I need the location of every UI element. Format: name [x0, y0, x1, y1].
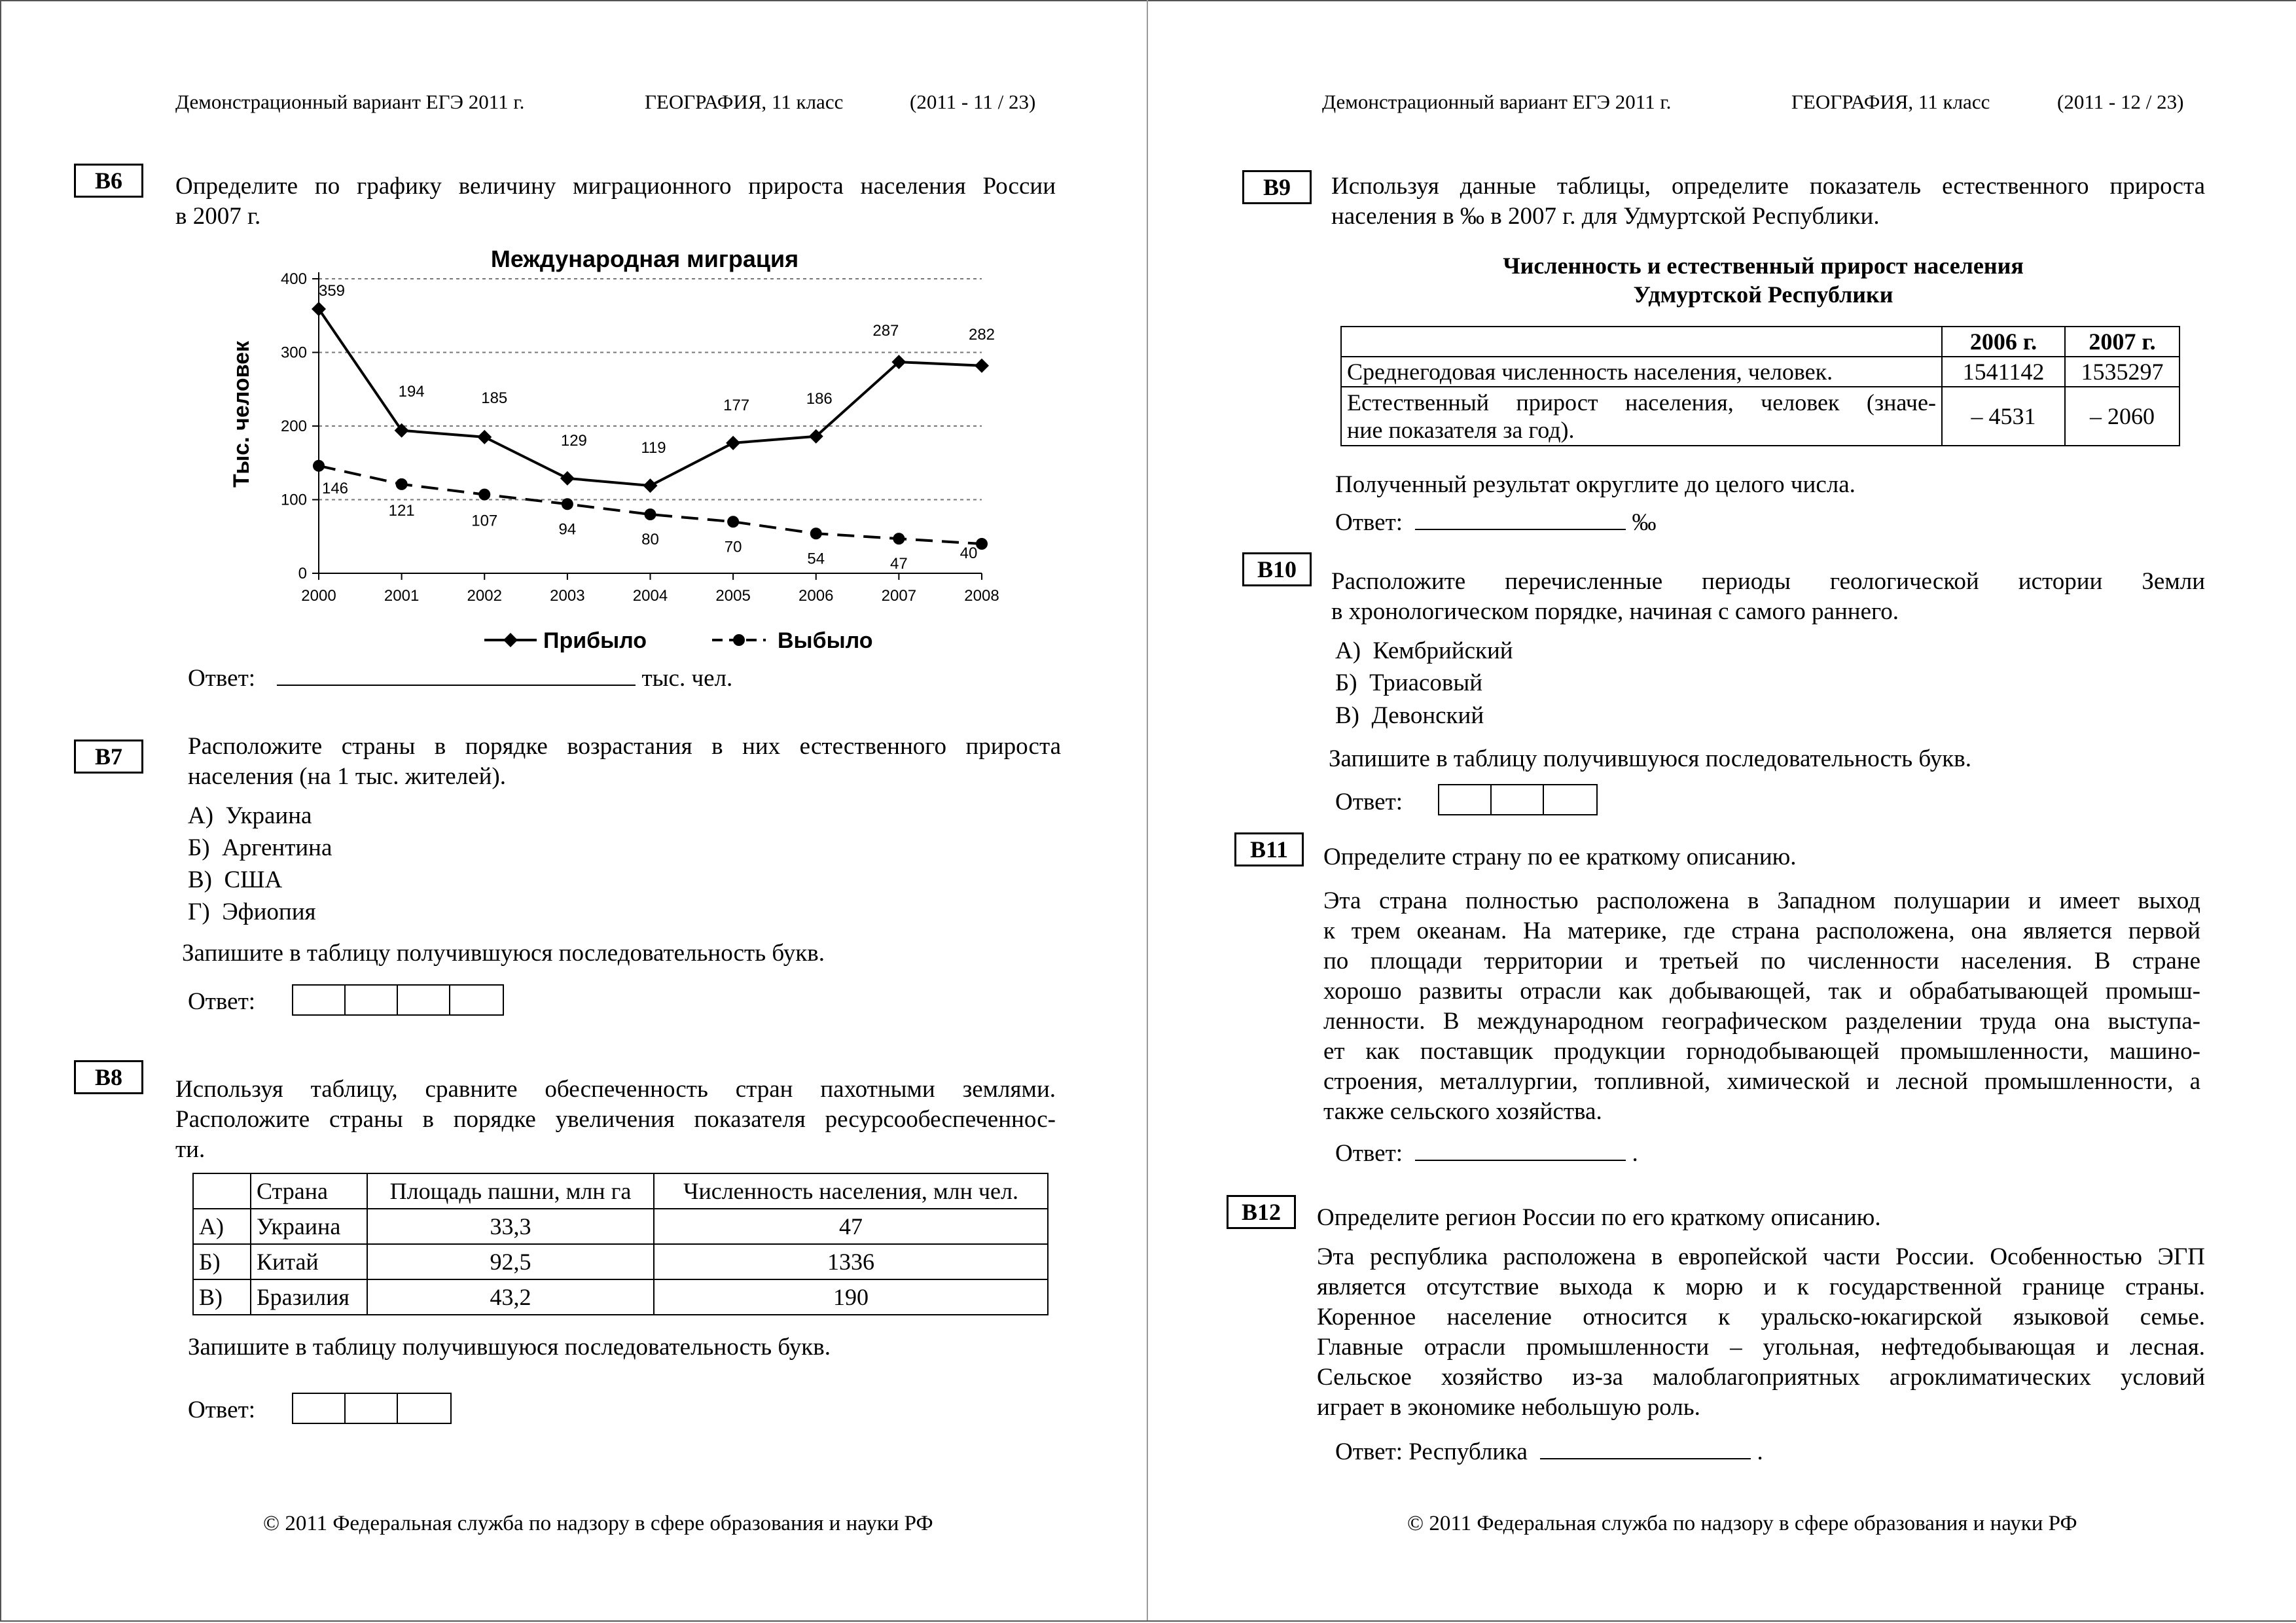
b12-question: Определите регион России по его краткому описанию. [1317, 1204, 1881, 1231]
x-tick-label: 2004 [632, 587, 668, 605]
b7-option-d [188, 897, 316, 927]
text-line: Эта республика расположена в европейской части России. Особенностью ЭГП [1317, 1243, 2205, 1270]
y-tick-label: 100 [280, 491, 307, 509]
option-text: Эфиопия [222, 899, 316, 925]
data-point-departed [976, 538, 988, 550]
data-point-departed [562, 498, 573, 510]
b8-q-text1: Используя таблицу, сравните обеспеченность стран пахотными землями. [175, 1076, 1056, 1103]
table-cell: 92,5 [367, 1244, 654, 1279]
x-tick-label: 2001 [384, 587, 420, 605]
b9-question-line1 [1331, 171, 2205, 202]
y-tick-label: 400 [280, 270, 307, 288]
data-label: 54 [807, 550, 825, 568]
b9-answer-field[interactable] [1415, 509, 1626, 530]
text-line: хорошо развиты отрасли как добывающей, так и обрабатывающей промыш- [1323, 978, 2200, 1005]
answer-cell[interactable] [1439, 785, 1492, 814]
x-tick-label: 2007 [881, 587, 917, 605]
data-label: 70 [724, 538, 742, 556]
option-text: Украина [225, 802, 312, 829]
question-label-b6: В6 [74, 164, 143, 198]
option-key: Б) [188, 834, 210, 861]
table-cell: 1535297 [2065, 357, 2179, 387]
b8-answer-grid [292, 1393, 452, 1424]
b12-description [1317, 1242, 2205, 1423]
text-line: Эта страна полностью расположена в Западном полушарии и имеет выход [1323, 887, 2200, 914]
table-cell: Китай [251, 1244, 367, 1279]
b10-q-text1: Расположите перечисленные периоды геологической истории Земли [1331, 568, 2205, 595]
chart-y-axis-label: Тыс. человек [229, 340, 254, 488]
data-label: 47 [890, 555, 908, 573]
option-key: А) [188, 802, 214, 829]
table-cell: Б) [193, 1244, 251, 1279]
data-label: 121 [388, 501, 415, 520]
b10-option-a [1335, 636, 1513, 666]
answer-cell[interactable] [398, 1394, 450, 1423]
data-point-arrived [643, 478, 658, 493]
data-point-arrived [560, 471, 575, 486]
table-header-row [1341, 327, 2179, 357]
data-label: 119 [641, 439, 666, 457]
b7-answer-grid [292, 984, 504, 1016]
data-label: 177 [723, 396, 750, 414]
data-point-arrived [975, 359, 989, 373]
b11-answer-field[interactable] [1415, 1140, 1626, 1161]
question-label-b8: В8 [74, 1060, 143, 1094]
table-row [193, 1209, 1048, 1244]
page-left [0, 0, 1147, 1620]
b8-q-text2: Расположите страны в порядке увеличения показателя ресурсообеспеченнос- [175, 1106, 1056, 1133]
b7-question-line2: населения (на 1 тыс. жителей). [188, 763, 506, 790]
b9-answer-row [1335, 508, 1657, 538]
legend-marker-arrived [503, 633, 518, 647]
table-row [1341, 387, 2179, 446]
y-tick-label: 300 [280, 344, 307, 362]
page-right [1148, 0, 2295, 1620]
header-subject: ГЕОГРАФИЯ, 11 класс [1791, 90, 1990, 113]
b7-option-a [188, 801, 312, 831]
b10-option-b [1335, 668, 1482, 698]
answer-cell[interactable] [1544, 785, 1596, 814]
text-line: ленности. В международном географическом разделении труда она выступа- [1323, 1008, 2200, 1035]
page-footer: © 2011 Федеральная служба по надзору в сфере образования и науки РФ [1407, 1512, 2077, 1535]
table-cell: А) [193, 1209, 251, 1244]
x-tick-label: 2006 [798, 587, 834, 605]
b7-option-c [188, 865, 282, 895]
text-line: Сельское хозяйство из-за малоблагоприятных агроклиматических условий [1317, 1364, 2205, 1391]
question-label-b11: В11 [1234, 832, 1304, 866]
answer-cell[interactable] [398, 986, 450, 1014]
legend-label-departed: Выбыло [778, 628, 873, 653]
b10-question-line2: в хронологическом порядке, начиная с самого раннего. [1331, 598, 1899, 625]
table-cell [1341, 387, 1942, 446]
answer-cell[interactable] [1492, 785, 1544, 814]
data-point-departed [727, 516, 739, 527]
b9-answer-unit: ‰ [1632, 509, 1657, 536]
b6-answer-label: Ответ: [188, 665, 256, 692]
data-point-arrived [312, 302, 326, 316]
question-label-b10: В10 [1242, 552, 1312, 586]
table-cell: В) [193, 1279, 251, 1315]
b8-question-line2 [175, 1105, 1056, 1135]
data-point-arrived [477, 430, 492, 444]
option-key: Г) [188, 899, 210, 925]
b9-answer-label: Ответ: [1335, 509, 1403, 536]
b8-table [192, 1173, 1049, 1315]
header-page: (2011 - 12 / 23) [2057, 90, 2184, 113]
table-row [193, 1244, 1048, 1279]
table-cell: 47 [654, 1209, 1048, 1244]
data-point-departed [478, 489, 490, 501]
b7-instruction: Запишите в таблицу получившуюся последовательность букв. [182, 940, 825, 967]
b7-question-line1 [188, 732, 1061, 762]
table-header: 2007 г. [2065, 327, 2179, 357]
table-cell: 1336 [654, 1244, 1048, 1279]
b9-table-title-2: Удмуртской Республики [1633, 281, 1893, 308]
text-line: играет в экономике небольшую роль. [1317, 1394, 1700, 1421]
page-footer: © 2011 Федеральная служба по надзору в сфере образования и науки РФ [263, 1512, 933, 1535]
b10-option-c [1335, 701, 1484, 731]
x-tick-label: 2008 [964, 587, 999, 605]
x-tick-label: 2003 [550, 587, 585, 605]
b8-instruction: Запишите в таблицу получившуюся последовательность букв. [188, 1334, 831, 1361]
table-row [193, 1279, 1048, 1315]
data-label: 40 [960, 544, 978, 562]
b6-q-text1: Определите по графику величину миграционного прироста населения России [175, 173, 1056, 200]
table-cell: – 2060 [2065, 387, 2179, 446]
data-label: 194 [398, 382, 425, 401]
data-label: 107 [471, 512, 498, 530]
b8-question-line3: ти. [175, 1136, 206, 1163]
answer-cell[interactable] [293, 1394, 346, 1423]
question-label-b9: В9 [1242, 170, 1312, 204]
b6-answer-row [188, 664, 732, 694]
text-line: является отсутствие выхода к морю и к государственной границе страны. [1317, 1274, 2205, 1300]
data-label: 185 [481, 389, 508, 407]
header-page: (2011 - 11 / 23) [910, 90, 1036, 113]
b9-table [1340, 326, 2180, 446]
b10-answer-label: Ответ: [1335, 789, 1403, 815]
b9-q-text1: Используя данные таблицы, определите показатель естественного прироста [1331, 173, 2205, 200]
table-header: 2006 г. [1942, 327, 2065, 357]
option-text: Аргентина [222, 834, 332, 861]
migration-chart [229, 241, 1014, 673]
data-point-departed [893, 533, 905, 544]
table-cell: – 4531 [1942, 387, 2065, 446]
table-cell: Среднегодовая численность населения, человек. [1341, 357, 1942, 387]
data-label: 146 [321, 479, 349, 497]
header-variant: Демонстрационный вариант ЕГЭ 2011 г. [175, 90, 525, 113]
table-header: Страна [251, 1173, 367, 1209]
b12-answer-end: . [1757, 1438, 1763, 1465]
b11-answer-end: . [1632, 1140, 1638, 1167]
b6-question-line2: в 2007 г. [175, 203, 261, 230]
table-cell: 33,3 [367, 1209, 654, 1244]
b7-option-b [188, 833, 332, 863]
table-header: Площадь пашни, млн га [367, 1173, 654, 1209]
option-text: Кембрийский [1372, 637, 1513, 664]
answer-cell[interactable] [346, 986, 398, 1014]
option-text: Девонский [1371, 702, 1484, 729]
data-point-arrived [726, 436, 740, 450]
answer-cell[interactable] [450, 986, 503, 1014]
table-cell: Украина [251, 1209, 367, 1244]
b10-answer-grid [1438, 784, 1598, 815]
b10-instruction: Запишите в таблицу получившуюся последовательность букв. [1329, 745, 1971, 772]
table-cell: 190 [654, 1279, 1048, 1315]
b12-answer-label: Ответ: Республика [1335, 1438, 1528, 1465]
x-tick-label: 2000 [301, 587, 336, 605]
option-text: Триасовый [1369, 669, 1483, 696]
b8-answer-label: Ответ: [188, 1397, 256, 1423]
b8-question-line1 [175, 1075, 1056, 1105]
x-tick-label: 2002 [467, 587, 502, 605]
data-label: 359 [318, 282, 346, 300]
text-line: строения, металлургии, топливной, химической и лесной промышленности, а [1323, 1068, 2200, 1095]
data-point-departed [313, 460, 325, 472]
table-header [193, 1173, 251, 1209]
text-line: по площади территории и третьей по численности населения. В стране [1323, 948, 2200, 974]
answer-cell[interactable] [346, 1394, 398, 1423]
b11-answer-row [1335, 1139, 1638, 1169]
data-label: 282 [968, 325, 996, 344]
data-label: 287 [872, 322, 899, 340]
header-variant: Демонстрационный вариант ЕГЭ 2011 г. [1322, 90, 1672, 113]
b12-answer-row [1335, 1437, 1763, 1467]
table-header: Численность населения, млн чел. [654, 1173, 1048, 1209]
table-row [1341, 357, 2179, 387]
option-key: В) [188, 866, 212, 893]
data-label: 129 [560, 431, 587, 450]
data-label: 186 [806, 389, 833, 408]
cell-line: ние показателя за год). [1347, 417, 1575, 443]
b12-answer-field[interactable] [1540, 1438, 1751, 1459]
data-point-departed [645, 508, 656, 520]
table-cell: 1541142 [1942, 357, 2065, 387]
cell-line: Естественный прирост населения, человек (значе- [1347, 389, 1936, 416]
data-label: 94 [558, 520, 577, 539]
question-label-b12: В12 [1227, 1195, 1296, 1229]
b6-answer-field[interactable] [277, 665, 636, 686]
option-key: А) [1335, 637, 1361, 664]
table-cell: 43,2 [367, 1279, 654, 1315]
b11-description [1323, 886, 2200, 1127]
chart-title: Международная миграция [490, 245, 799, 272]
answer-cell[interactable] [293, 986, 346, 1014]
header-subject: ГЕОГРАФИЯ, 11 класс [645, 90, 844, 113]
table-header-row [193, 1173, 1048, 1209]
data-point-departed [810, 527, 822, 539]
b9-rounding-note: Полученный результат округлите до целого числа. [1335, 471, 1856, 498]
table-header [1341, 327, 1942, 357]
y-tick-label: 200 [280, 418, 307, 435]
x-tick-label: 2005 [715, 587, 751, 605]
b6-answer-unit: тыс. чел. [641, 665, 733, 692]
text-line: к трем океанам. На материке, где страна расположена, она является первой [1323, 918, 2200, 944]
b9-question-line2: населения в ‰ в 2007 г. для Удмуртской Республики. [1331, 203, 1880, 230]
b10-question-line1 [1331, 567, 2205, 597]
table-cell: Бразилия [251, 1279, 367, 1315]
b11-question: Определите страну по ее краткому описанию. [1323, 844, 1797, 870]
b7-q-text1: Расположите страны в порядке возрастания в них естественного прироста [188, 733, 1061, 760]
option-text: США [224, 866, 283, 893]
data-point-departed [396, 478, 408, 490]
text-line: ет как поставщик продукции горнодобывающей промышленности, машино- [1323, 1038, 2200, 1065]
legend-label-arrived: Прибыло [543, 628, 647, 653]
question-label-b7: В7 [74, 740, 143, 774]
option-key: В) [1335, 702, 1359, 729]
legend-marker-departed [733, 634, 745, 646]
text-line: также сельского хозяйства. [1323, 1098, 1602, 1125]
text-line: Коренное население относится к уральско-юкагирской языковой семье. [1317, 1304, 2205, 1330]
text-line: Главные отрасли промышленности – угольная, нефтедобывающая и лесная. [1317, 1334, 2205, 1361]
b11-answer-label: Ответ: [1335, 1140, 1403, 1167]
data-label: 80 [641, 531, 659, 548]
option-key: Б) [1335, 669, 1357, 696]
b9-table-title-1: Численность и естественный прирост населения [1503, 253, 2024, 279]
b7-answer-label: Ответ: [188, 988, 256, 1015]
b6-question-line1 [175, 171, 1056, 202]
y-tick-label: 0 [298, 565, 307, 582]
